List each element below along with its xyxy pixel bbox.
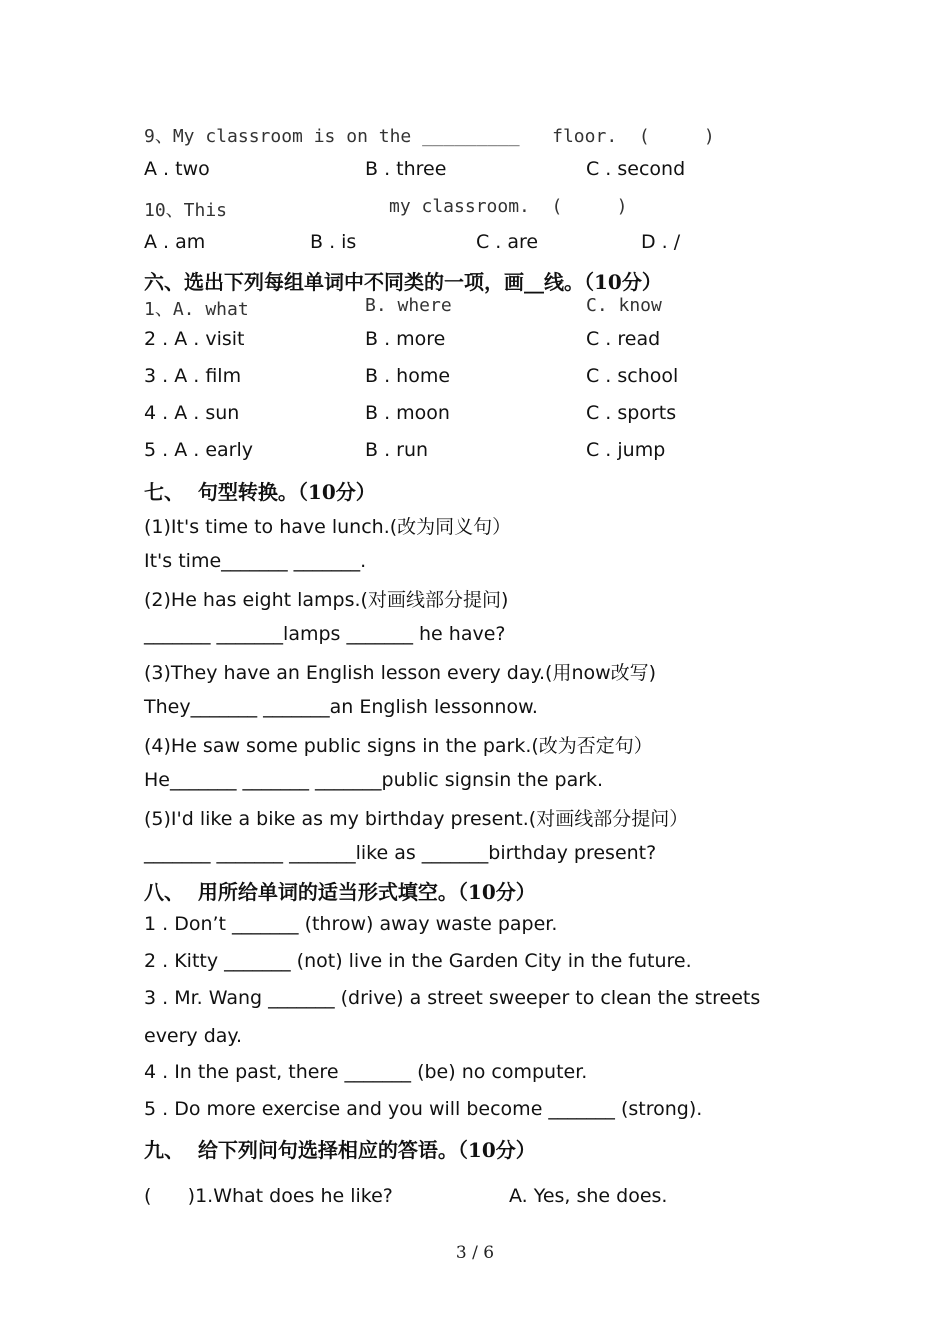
s7-line-7: (4)He saw some public signs in the park.(改为否定句） [144, 735, 653, 757]
s8-line-2: 2 . Kitty _______ (not) live in the Garden City in the future. [144, 950, 692, 972]
page-number: 3 / 6 [455, 1243, 495, 1263]
s6-row3-b: B . home [365, 365, 451, 387]
section7-title: 七、 句型转换。（10分） [144, 480, 376, 504]
s6-row5-c: C . jump [586, 439, 666, 461]
s6-row2-b: B . more [365, 328, 446, 350]
s6-row5-b: B . run [365, 439, 429, 461]
q10-stem-end: my classroom. ( ) [389, 196, 628, 217]
s6-row1-c: C. know [586, 295, 662, 316]
s8-line-1: 1 . Don’t _______ (throw) away waste paper. [144, 913, 558, 935]
s7-line-10: _______ _______ _______like as _______birthday present? [144, 842, 657, 864]
q9-option-b: B . three [365, 158, 447, 180]
q10-option-a: A . am [144, 231, 206, 253]
q10-option-b: B . is [310, 231, 357, 253]
s6-row2-a: 2 . A . visit [144, 328, 245, 350]
s7-line-2: It's time_______ _______. [144, 550, 367, 572]
section6-title: 六、选出下列每组单词中不同类的一项，画__线。（10分） [144, 270, 662, 294]
s7-line-6: They_______ _______an English lessonnow. [144, 696, 538, 718]
s6-row3-c: C . school [586, 365, 679, 387]
section8-title: 八、 用所给单词的适当形式填空。（10分） [144, 880, 536, 904]
s7-line-1: (1)It's time to have lunch.(改为同义句） [144, 516, 512, 538]
s6-row1-b: B. where [365, 295, 452, 316]
s7-line-5: (3)They have an English lesson every day.(用now改写) [144, 662, 657, 684]
s6-row5-a: 5 . A . early [144, 439, 253, 461]
section9-title: 九、 给下列问句选择相应的答语。（10分） [144, 1138, 536, 1162]
s7-line-8: He_______ _______ _______public signsin the park. [144, 769, 604, 791]
s6-row4-a: 4 . A . sun [144, 402, 240, 424]
q10-option-d: D . / [641, 231, 681, 253]
s6-row2-c: C . read [586, 328, 661, 350]
s8-line-4: 4 . In the past, there _______ (be) no computer. [144, 1061, 588, 1083]
s7-line-4: _______ _______lamps _______ he have? [144, 623, 506, 645]
s8-line-5: 5 . Do more exercise and you will become _______ (strong). [144, 1098, 703, 1120]
s7-line-9: (5)I'd like a bike as my birthday present.(对画线部分提问） [144, 808, 689, 830]
s6-row3-a: 3 . A . film [144, 365, 242, 387]
s6-row1-a: 1、A. what [144, 299, 249, 320]
s9-question-1: ( )1.What does he like? [144, 1185, 393, 1207]
q9-option-a: A . two [144, 158, 210, 180]
s8-line-3: 3 . Mr. Wang _______ (drive) a street sweeper to clean the streets [144, 987, 761, 1009]
s6-row4-b: B . moon [365, 402, 450, 424]
q9-option-c: C . second [586, 158, 686, 180]
q9-stem: 9、My classroom is on the _________ floor. ( ) [144, 126, 715, 147]
s8-line-3-cont: every day. [144, 1025, 242, 1047]
q10-stem-start: 10、This [144, 200, 228, 221]
s9-answer-a: A. Yes, she does. [509, 1185, 668, 1207]
s7-line-3: (2)He has eight lamps.(对画线部分提问) [144, 589, 509, 611]
q10-option-c: C . are [476, 231, 539, 253]
s6-row4-c: C . sports [586, 402, 677, 424]
